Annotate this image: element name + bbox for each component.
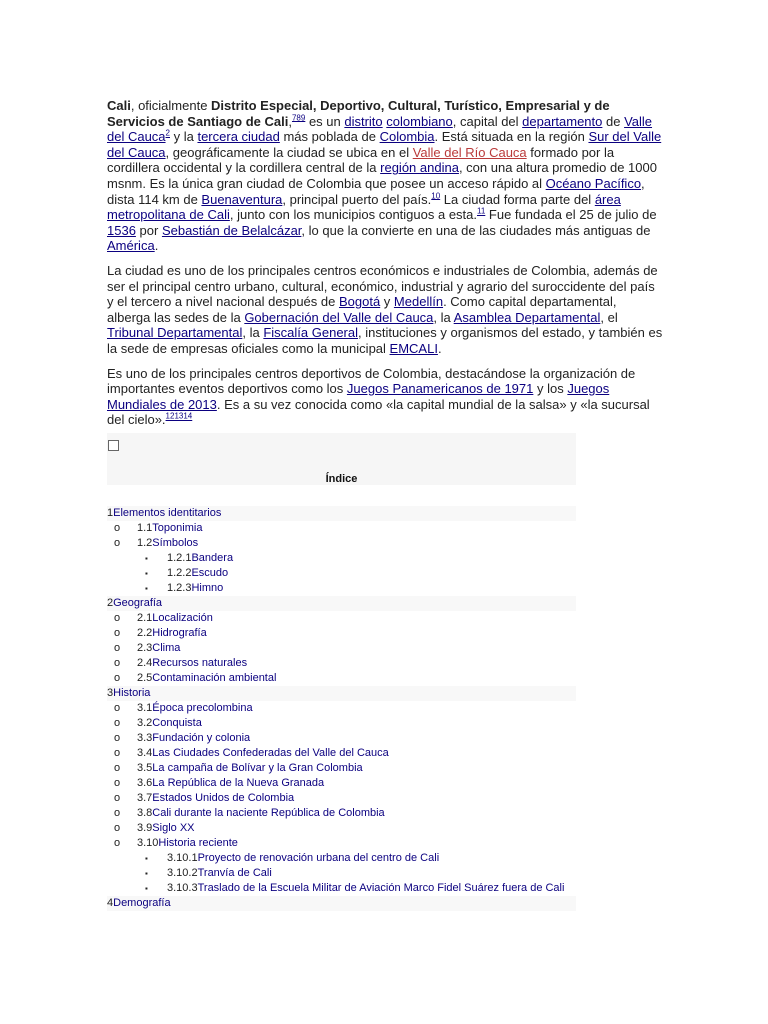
link-medellin[interactable]: Medellín — [393, 294, 444, 310]
square-bullet-icon: ▪ — [145, 854, 148, 863]
toc-item-number: 3.10 — [137, 837, 159, 849]
article-body — [107, 98, 663, 437]
link-valle-del-cauca[interactable]: Valle del Cauca — [107, 113, 653, 145]
toc-item-text — [107, 896, 171, 911]
toc-list — [107, 506, 576, 911]
circle-bullet-icon: o — [114, 837, 121, 849]
toc-item-link[interactable]: Localización — [152, 612, 213, 624]
text: , el — [600, 309, 618, 325]
text: Fue fundada el 25 de julio de — [485, 207, 657, 223]
text: , con una altura promedio de 1000 msnm. Es la única gran ciudad de Colombia que posee un acceso rápido al — [107, 160, 657, 191]
toc-item-text — [137, 761, 363, 776]
toc-item-text — [137, 701, 253, 716]
toc-item-number: 3.6 — [137, 777, 153, 789]
link-america[interactable]: América — [107, 238, 155, 254]
text: , oficialmente — [130, 98, 212, 113]
toc-item[interactable] — [107, 551, 576, 566]
toc-item-text — [167, 551, 233, 566]
economy-paragraph — [107, 263, 663, 357]
text: Es uno de los principales centros deportivos de Colombia, destacándose la organización de importantes eventos deportivos como los — [107, 365, 636, 397]
toc-spacer — [107, 485, 576, 506]
text: , — [288, 113, 292, 129]
link-1536[interactable]: 1536 — [107, 222, 136, 238]
circle-bullet-icon: o — [114, 612, 121, 624]
toc-item-link[interactable]: Contaminación ambiental — [152, 672, 277, 684]
toc-item-number: 1.2.2 — [167, 567, 192, 579]
text: formado por la cordillera occidental y la cordillera central de la — [107, 144, 615, 176]
toc-item-number: 3.7 — [137, 792, 153, 804]
table-of-contents — [107, 433, 576, 911]
circle-bullet-icon: o — [114, 822, 121, 834]
reference-link[interactable]: 11 — [477, 206, 486, 216]
toc-item[interactable] — [107, 656, 576, 671]
square-bullet-icon: ▪ — [145, 869, 148, 878]
link-juegos-mundiales[interactable]: Juegos Mundiales de 2013 — [107, 381, 610, 412]
toc-item-number: 3 — [107, 687, 114, 699]
toc-item-number: 3.4 — [137, 747, 153, 759]
square-bullet-icon: ▪ — [145, 884, 148, 893]
toc-title: Índice — [325, 473, 358, 485]
square-bullet-icon: ▪ — [145, 584, 148, 593]
toc-item-number: 3.10.2 — [167, 867, 198, 879]
toc-item[interactable] — [107, 566, 576, 581]
toc-item-link[interactable]: La campaña de Bolívar y la Gran Colombia — [152, 762, 363, 774]
link-emcali[interactable]: EMCALI — [389, 340, 438, 356]
toc-item-text — [137, 626, 207, 641]
toc-item-number: 1.1 — [137, 522, 153, 534]
text: y — [380, 294, 394, 310]
circle-bullet-icon: o — [114, 807, 121, 819]
toc-item[interactable] — [107, 806, 576, 821]
toc-item-number: 2.4 — [137, 657, 153, 669]
link-departamento[interactable]: departamento — [522, 113, 603, 129]
text: es un — [305, 113, 345, 129]
toc-item-text — [167, 581, 223, 596]
toc-item-link[interactable]: Clima — [152, 642, 181, 654]
toc-item[interactable] — [107, 596, 576, 611]
toc-item[interactable] — [107, 731, 576, 746]
text: de — [602, 113, 625, 129]
toc-toggle-checkbox[interactable] — [108, 440, 119, 451]
toc-item[interactable] — [107, 761, 576, 776]
circle-bullet-icon: o — [114, 642, 121, 654]
toc-item-text — [137, 611, 213, 626]
text: , geográficamente la ciudad se ubica en el — [165, 144, 413, 160]
text: , capital del — [452, 113, 523, 129]
toc-item-link[interactable]: Época precolombina — [152, 702, 253, 714]
toc-item-text — [137, 821, 195, 836]
text: La ciudad es uno de los principales centros económicos e industriales de Colombia, además de ser el principal centro urbano, cultural, económico, industrial y agrario del suroccidente del país y el tercero a nivel nacional después de — [107, 262, 658, 310]
toc-item[interactable] — [107, 791, 576, 806]
toc-item[interactable] — [107, 686, 576, 701]
reference-link[interactable]: 2 — [165, 128, 170, 138]
toc-item-number: 2 — [107, 597, 114, 609]
toc-item[interactable] — [107, 746, 576, 761]
link-juegos-panamericanos[interactable]: Juegos Panamericanos de 1971 — [346, 381, 534, 397]
toc-item-number: 3.3 — [137, 732, 153, 744]
toc-item-text — [107, 686, 150, 701]
toc-item-number: 1.2.1 — [167, 552, 192, 564]
toc-item[interactable] — [107, 821, 576, 836]
toc-item-text — [137, 641, 180, 656]
text: , la — [242, 325, 264, 341]
toc-item[interactable] — [107, 611, 576, 626]
toc-item-link[interactable]: Siglo XX — [152, 822, 195, 834]
toc-item-link[interactable]: Conquista — [152, 717, 202, 729]
link-region-andina[interactable]: región andina — [380, 160, 459, 176]
toc-item-link[interactable]: Tranvía de Cali — [197, 867, 272, 879]
link-colombiano[interactable]: colombiano — [386, 113, 453, 129]
square-bullet-icon: ▪ — [145, 569, 148, 578]
reference[interactable] — [431, 191, 440, 200]
toc-item-link[interactable]: Símbolos — [152, 537, 199, 549]
toc-item-text — [167, 566, 228, 581]
toc-item-link[interactable]: Cali durante la naciente República de Colombia — [152, 807, 385, 819]
toc-item-text — [167, 881, 564, 896]
circle-bullet-icon: o — [114, 777, 121, 789]
link-valle-del-rio-cauca[interactable]: Valle del Río Cauca — [412, 144, 527, 160]
reference-link[interactable]: 10 — [431, 191, 441, 201]
toc-item[interactable] — [107, 506, 576, 521]
toc-item-link[interactable]: Estados Unidos de Colombia — [152, 792, 295, 804]
square-bullet-icon: ▪ — [145, 554, 148, 563]
text: , lo que la convierte en una de las ciudades más antiguas de — [301, 222, 651, 238]
toc-item-number: 3.2 — [137, 717, 153, 729]
intro-paragraph — [107, 98, 663, 254]
toc-item-link[interactable]: Fundación y colonia — [152, 732, 251, 744]
text: más poblada de — [279, 129, 380, 145]
toc-item-number: 3.10.1 — [167, 852, 198, 864]
toc-item-text — [137, 716, 202, 731]
toc-item-text — [137, 521, 202, 536]
link-distrito[interactable]: distrito — [344, 113, 383, 129]
toc-item-link[interactable]: Elementos identitarios — [113, 507, 222, 519]
toc-item[interactable] — [107, 536, 576, 551]
text: . — [154, 238, 159, 254]
toc-item-number: 1.2 — [137, 537, 153, 549]
toc-item-number: 2.1 — [137, 612, 153, 624]
toc-item-link[interactable]: Bandera — [191, 552, 234, 564]
toc-item[interactable] — [107, 521, 576, 536]
sports-paragraph — [107, 366, 663, 428]
toc-item[interactable] — [107, 641, 576, 656]
toc-item-link[interactable]: Traslado de la Escuela Militar de Aviación Marco Fidel Suárez fuera de Cali — [197, 882, 565, 894]
article-subject: Cali — [107, 98, 131, 113]
toc-item[interactable] — [107, 716, 576, 731]
link-sebastian-de-belalcazar[interactable]: Sebastián de Belalcázar — [161, 222, 302, 238]
text: La ciudad forma parte del — [440, 191, 595, 207]
toc-item-link[interactable]: Demografía — [113, 897, 171, 909]
toc-item-text — [137, 776, 324, 791]
text: y la — [170, 129, 198, 145]
toc-item-text — [137, 536, 198, 551]
reference[interactable] — [292, 113, 305, 122]
text: y los — [533, 381, 568, 397]
link-bogota[interactable]: Bogotá — [338, 294, 381, 310]
toc-item-text — [137, 806, 385, 821]
toc-item[interactable] — [107, 671, 576, 686]
toc-item-number: 3.9 — [137, 822, 153, 834]
text: , principal puerto del país. — [282, 191, 432, 207]
toc-item-text — [107, 506, 221, 521]
toc-item-link[interactable]: Toponimia — [152, 522, 203, 534]
toc-item-link[interactable]: Historia reciente — [158, 837, 238, 849]
link-tribunal[interactable]: Tribunal Departamental — [107, 325, 243, 341]
toc-item-text — [107, 596, 162, 611]
circle-bullet-icon: o — [114, 762, 121, 774]
toc-item-text — [137, 731, 250, 746]
link-oceano-pacifico[interactable]: Océano Pacífico — [545, 175, 642, 191]
link-gobernacion[interactable]: Gobernación del Valle del Cauca — [244, 309, 434, 325]
text: . Como capital departamental, alberga las sedes de la — [107, 294, 617, 325]
toc-item[interactable] — [107, 881, 576, 896]
link-tercera-ciudad[interactable]: tercera ciudad — [197, 129, 280, 145]
circle-bullet-icon: o — [114, 657, 121, 669]
toc-item-text — [167, 851, 439, 866]
toc-item-text — [137, 836, 238, 851]
toc-item-link[interactable]: Escudo — [191, 567, 229, 579]
link-colombia[interactable]: Colombia — [379, 129, 435, 145]
toc-item-link[interactable]: Proyecto de renovación urbana del centro de Cali — [197, 852, 440, 864]
link-fiscalia[interactable]: Fiscalía General — [263, 325, 358, 341]
official-name: Distrito Especial, Deportivo, Cultural, Turístico, Empresarial y de Servicios de Santiago de Cali — [107, 98, 610, 129]
reference-link[interactable]: 789 — [291, 113, 306, 123]
text: , dista 114 km de — [107, 175, 645, 207]
circle-bullet-icon: o — [114, 627, 121, 639]
toc-item[interactable] — [107, 626, 576, 641]
toc-item-link[interactable]: Historia — [113, 687, 151, 699]
toc-item-text — [137, 671, 276, 686]
circle-bullet-icon: o — [114, 732, 121, 744]
toc-item-number: 2.2 — [137, 627, 153, 639]
toc-item-link[interactable]: Las Ciudades Confederadas del Valle del Cauca — [152, 747, 389, 759]
toc-item-text — [137, 746, 389, 761]
text: por — [135, 222, 162, 238]
toc-item[interactable] — [107, 866, 576, 881]
toc-item[interactable] — [107, 776, 576, 791]
toc-item-number: 3.10.3 — [167, 882, 198, 894]
text: . Es a su vez conocida como «la capital mundial de la salsa» y «la sucursal del cielo». — [107, 396, 650, 428]
toc-item-link[interactable]: Recursos naturales — [152, 657, 248, 669]
circle-bullet-icon: o — [114, 792, 121, 804]
toc-item-number: 3.1 — [137, 702, 153, 714]
toc-item-number: 4 — [107, 897, 114, 909]
toc-item-link[interactable]: Hidrografía — [152, 627, 207, 639]
text: , instituciones y organismos del estado, y también es la sede de empresas oficiales como la municipal — [107, 325, 663, 356]
circle-bullet-icon: o — [114, 702, 121, 714]
toc-item-number: 3.5 — [137, 762, 153, 774]
circle-bullet-icon: o — [114, 717, 121, 729]
link-buenaventura[interactable]: Buenaventura — [201, 191, 283, 207]
text: . Está situada en la región — [434, 129, 589, 145]
toc-item[interactable] — [107, 896, 576, 911]
toc-item-text — [137, 656, 247, 671]
circle-bullet-icon: o — [114, 522, 121, 534]
circle-bullet-icon: o — [114, 537, 121, 549]
reference[interactable] — [166, 412, 193, 421]
toc-item-link[interactable]: Himno — [191, 582, 224, 594]
reference-link[interactable]: 121314 — [165, 411, 193, 421]
toc-item-number: 3.8 — [137, 807, 153, 819]
link-asamblea[interactable]: Asamblea Departamental — [453, 309, 601, 325]
toc-item-number: 1.2.3 — [167, 582, 192, 594]
toc-item[interactable] — [107, 836, 576, 851]
circle-bullet-icon: o — [114, 672, 121, 684]
toc-item[interactable] — [107, 701, 576, 716]
link-area-metropolitana[interactable]: área metropolitana de Cali — [107, 191, 621, 223]
link-sur-del-valle[interactable]: Sur del Valle del Cauca — [107, 129, 662, 160]
toc-item-number: 2.3 — [137, 642, 153, 654]
toc-item-link[interactable]: La República de la Nueva Granada — [152, 777, 325, 789]
toc-header — [107, 433, 576, 485]
text: , la — [433, 309, 454, 325]
toc-item[interactable] — [107, 851, 576, 866]
circle-bullet-icon: o — [114, 747, 121, 759]
toc-item[interactable] — [107, 581, 576, 596]
toc-item-link[interactable]: Geografía — [113, 597, 163, 609]
toc-item-text — [167, 866, 272, 881]
text: , junto con los municipios contiguos a esta. — [229, 207, 477, 223]
toc-item-text — [137, 791, 294, 806]
text: . — [437, 340, 442, 356]
toc-item-number: 1 — [107, 507, 114, 519]
toc-item-number: 2.5 — [137, 672, 153, 684]
